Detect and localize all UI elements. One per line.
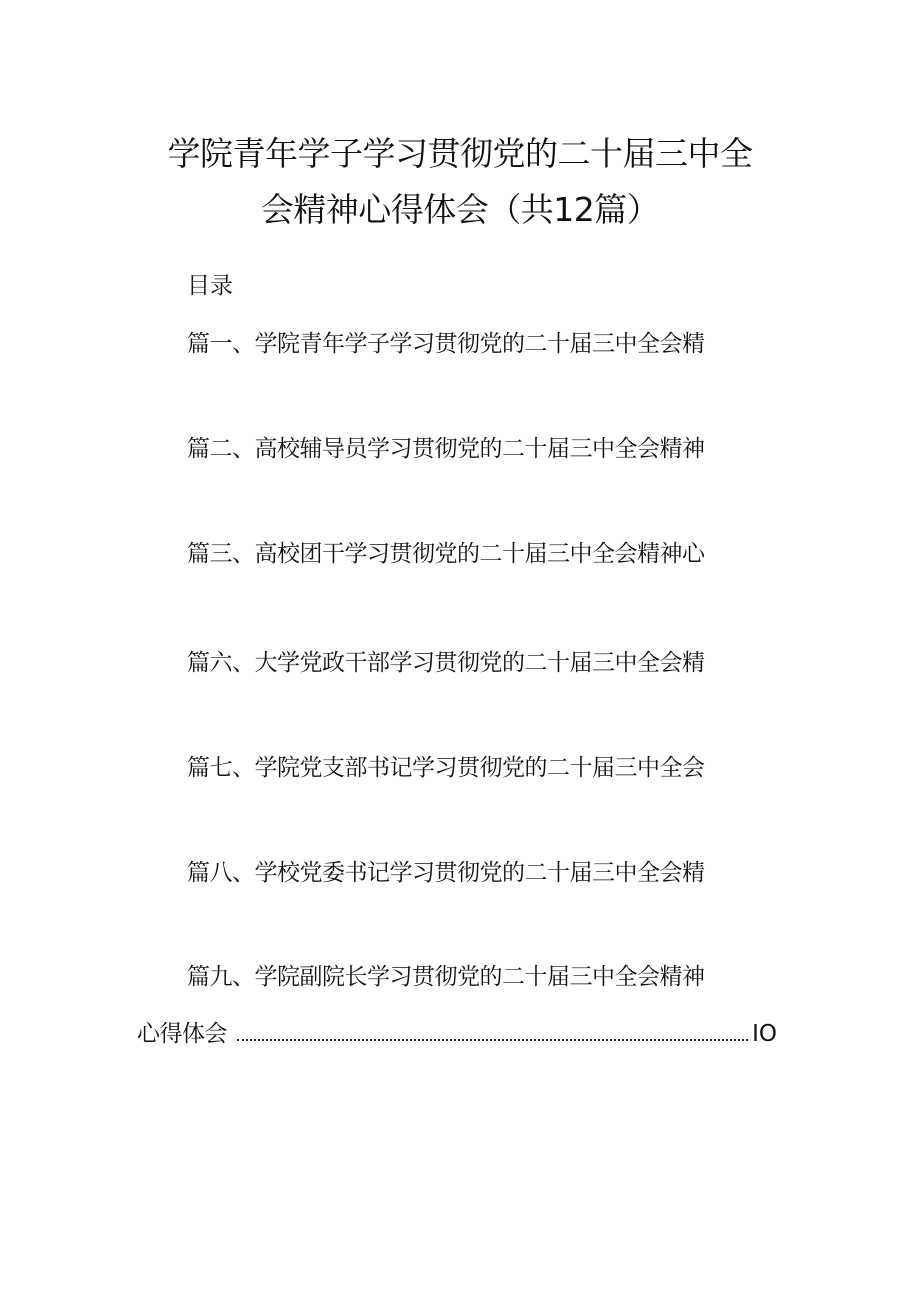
- document-title-line-1: 学院青年学子学习贯彻党的二十届三中全: [167, 134, 753, 173]
- toc-heading: 目录: [187, 273, 233, 299]
- toc-item-9-continuation[interactable]: [137, 1018, 777, 1050]
- toc-item-8[interactable]: 篇八、学校党委书记学习贯彻党的二十届三中全会精: [187, 860, 705, 886]
- toc-item-2[interactable]: 篇二、高校辅导员学习贯彻党的二十届三中全会精神: [187, 436, 705, 462]
- toc-item-7[interactable]: 篇七、学院党支部书记学习贯彻党的二十届三中全会: [187, 755, 705, 781]
- toc-item-9[interactable]: 篇九、学院副院长学习贯彻党的二十届三中全会精神: [187, 964, 705, 990]
- toc-item-3[interactable]: 篇三、高校团干学习贯彻党的二十届三中全会精神心: [187, 541, 705, 567]
- toc-item-6[interactable]: 篇六、大学党政干部学习贯彻党的二十届三中全会精: [187, 650, 705, 676]
- document-title-line-2: 会精神心得体会（共12篇）: [260, 190, 660, 229]
- toc-page-number: IO: [752, 1021, 777, 1047]
- toc-item-1[interactable]: 篇一、学院青年学子学习贯彻党的二十届三中全会精: [187, 331, 705, 357]
- dot-leader: [237, 1019, 748, 1041]
- toc-item-9-continuation-text: 心得体会: [137, 1021, 227, 1047]
